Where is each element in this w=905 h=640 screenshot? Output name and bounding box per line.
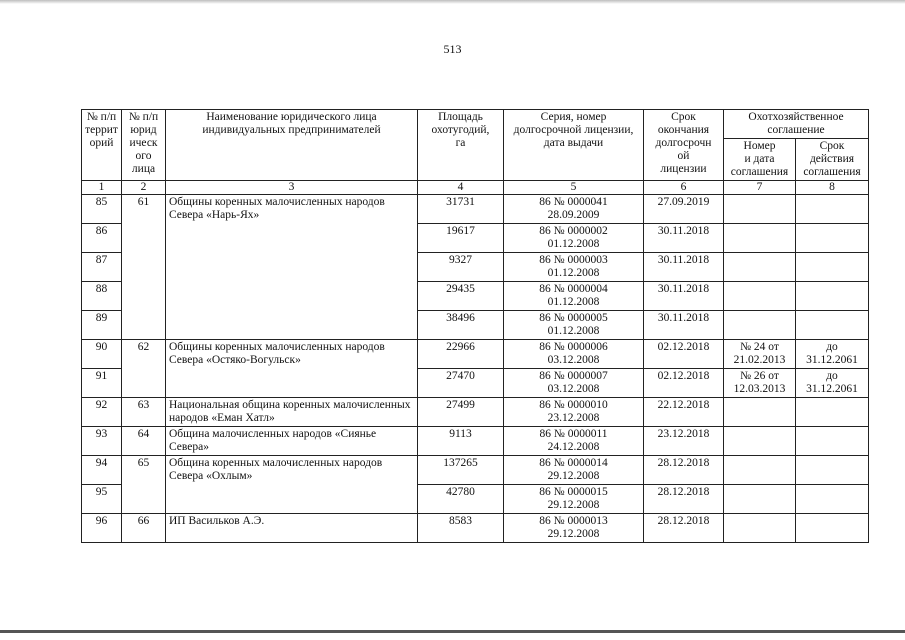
territory-no: 93 — [82, 427, 122, 456]
territory-no: 86 — [82, 224, 122, 253]
header-license: Серия, номер долгосрочной лицензии, дата выдачи — [504, 110, 644, 181]
agreement-number: № 24 от 21.02.2013 — [724, 340, 796, 369]
area: 27499 — [418, 398, 504, 427]
agreement-term — [796, 456, 869, 485]
table-row — [82, 398, 869, 427]
header-agreement-number: Номер и дата соглашения — [724, 139, 796, 181]
org-no: 61 — [122, 195, 166, 340]
header-territory-no: № п/п террит орий — [82, 110, 122, 181]
area: 8583 — [418, 514, 504, 543]
license: 86 № 0000013 29.12.2008 — [504, 514, 644, 543]
agreement-term — [796, 485, 869, 514]
header-row-1 — [82, 110, 869, 139]
org-no: 65 — [122, 456, 166, 514]
territory-no: 91 — [82, 369, 122, 398]
license: 86 № 0000006 03.12.2008 — [504, 340, 644, 369]
expiry: 28.12.2018 — [644, 456, 724, 485]
org-name: Общины коренных малочисленных народов Севера «Остяко-Вогульск» — [166, 340, 418, 398]
scan-edge-bottom — [0, 630, 905, 633]
header-agreement-term: Срок действия соглашения — [796, 139, 869, 181]
agreement-number — [724, 195, 796, 224]
license: 86 № 0000041 28.09.2009 — [504, 195, 644, 224]
agreement-number — [724, 224, 796, 253]
column-number: 1 — [82, 181, 122, 195]
agreement-term — [796, 195, 869, 224]
agreement-term: до 31.12.2061 — [796, 340, 869, 369]
table-row — [82, 340, 869, 369]
agreement-term — [796, 224, 869, 253]
column-number: 7 — [724, 181, 796, 195]
org-no: 64 — [122, 427, 166, 456]
agreement-number — [724, 253, 796, 282]
org-no: 63 — [122, 398, 166, 427]
territory-no: 92 — [82, 398, 122, 427]
expiry: 28.12.2018 — [644, 514, 724, 543]
territory-no: 88 — [82, 282, 122, 311]
agreement-term — [796, 514, 869, 543]
table-row — [82, 514, 869, 543]
agreement-term — [796, 282, 869, 311]
area: 38496 — [418, 311, 504, 340]
territory-no: 90 — [82, 340, 122, 369]
agreement-number — [724, 398, 796, 427]
org-no: 62 — [122, 340, 166, 398]
agreement-term — [796, 427, 869, 456]
header-area: Площадь охотугодий, га — [418, 110, 504, 181]
license: 86 № 0000015 29.12.2008 — [504, 485, 644, 514]
agreement-term — [796, 311, 869, 340]
license: 86 № 0000004 01.12.2008 — [504, 282, 644, 311]
agreement-number: № 26 от 12.03.2013 — [724, 369, 796, 398]
area: 27470 — [418, 369, 504, 398]
column-number: 2 — [122, 181, 166, 195]
license: 86 № 0000005 01.12.2008 — [504, 311, 644, 340]
header-org-name: Наименование юридического лица индивидуальных предпринимателей — [166, 110, 418, 181]
table-row — [82, 427, 869, 456]
agreement-number — [724, 514, 796, 543]
expiry: 30.11.2018 — [644, 311, 724, 340]
license: 86 № 0000007 03.12.2008 — [504, 369, 644, 398]
area: 137265 — [418, 456, 504, 485]
license: 86 № 0000002 01.12.2008 — [504, 224, 644, 253]
expiry: 27.09.2019 — [644, 195, 724, 224]
territory-no: 95 — [82, 485, 122, 514]
org-name: ИП Васильков А.Э. — [166, 514, 418, 543]
column-number: 6 — [644, 181, 724, 195]
agreement-term: до 31.12.2061 — [796, 369, 869, 398]
license: 86 № 0000014 29.12.2008 — [504, 456, 644, 485]
expiry: 30.11.2018 — [644, 282, 724, 311]
territory-no: 85 — [82, 195, 122, 224]
expiry: 28.12.2018 — [644, 485, 724, 514]
column-number: 4 — [418, 181, 504, 195]
area: 9327 — [418, 253, 504, 282]
license: 86 № 0000003 01.12.2008 — [504, 253, 644, 282]
expiry: 22.12.2018 — [644, 398, 724, 427]
area: 19617 — [418, 224, 504, 253]
org-no: 66 — [122, 514, 166, 543]
header-expiry: Срок окончания долгосрочн ой лицензии — [644, 110, 724, 181]
page-number: 513 — [443, 42, 462, 56]
area: 42780 — [418, 485, 504, 514]
org-name: Общины коренных малочисленных народов Севера «Нарь-Ях» — [166, 195, 418, 340]
agreement-number — [724, 485, 796, 514]
agreement-number — [724, 427, 796, 456]
header-agreement: Охотхозяйственное соглашение — [724, 110, 869, 139]
org-name: Община малочисленных народов «Сиянье Севера» — [166, 427, 418, 456]
scan-edge-top — [0, 0, 905, 4]
expiry: 02.12.2018 — [644, 340, 724, 369]
agreement-number — [724, 456, 796, 485]
territory-no: 89 — [82, 311, 122, 340]
table-row — [82, 195, 869, 224]
column-number: 5 — [504, 181, 644, 195]
expiry: 30.11.2018 — [644, 224, 724, 253]
header-org-no: № п/п юрид ическ ого лица — [122, 110, 166, 181]
territory-no: 87 — [82, 253, 122, 282]
territory-no: 94 — [82, 456, 122, 485]
org-name: Национальная община коренных малочисленных народов «Еман Хатл» — [166, 398, 418, 427]
column-number: 3 — [166, 181, 418, 195]
agreement-number — [724, 311, 796, 340]
license-table — [81, 109, 869, 543]
area: 9113 — [418, 427, 504, 456]
license: 86 № 0000011 24.12.2008 — [504, 427, 644, 456]
column-number: 8 — [796, 181, 869, 195]
table-row — [82, 456, 869, 485]
org-name: Община коренных малочисленных народов Севера «Охлым» — [166, 456, 418, 514]
expiry: 02.12.2018 — [644, 369, 724, 398]
agreement-term — [796, 398, 869, 427]
agreement-term — [796, 253, 869, 282]
area: 22966 — [418, 340, 504, 369]
territory-no: 96 — [82, 514, 122, 543]
expiry: 30.11.2018 — [644, 253, 724, 282]
area: 29435 — [418, 282, 504, 311]
license: 86 № 0000010 23.12.2008 — [504, 398, 644, 427]
column-number-row — [82, 181, 869, 195]
area: 31731 — [418, 195, 504, 224]
expiry: 23.12.2018 — [644, 427, 724, 456]
agreement-number — [724, 282, 796, 311]
